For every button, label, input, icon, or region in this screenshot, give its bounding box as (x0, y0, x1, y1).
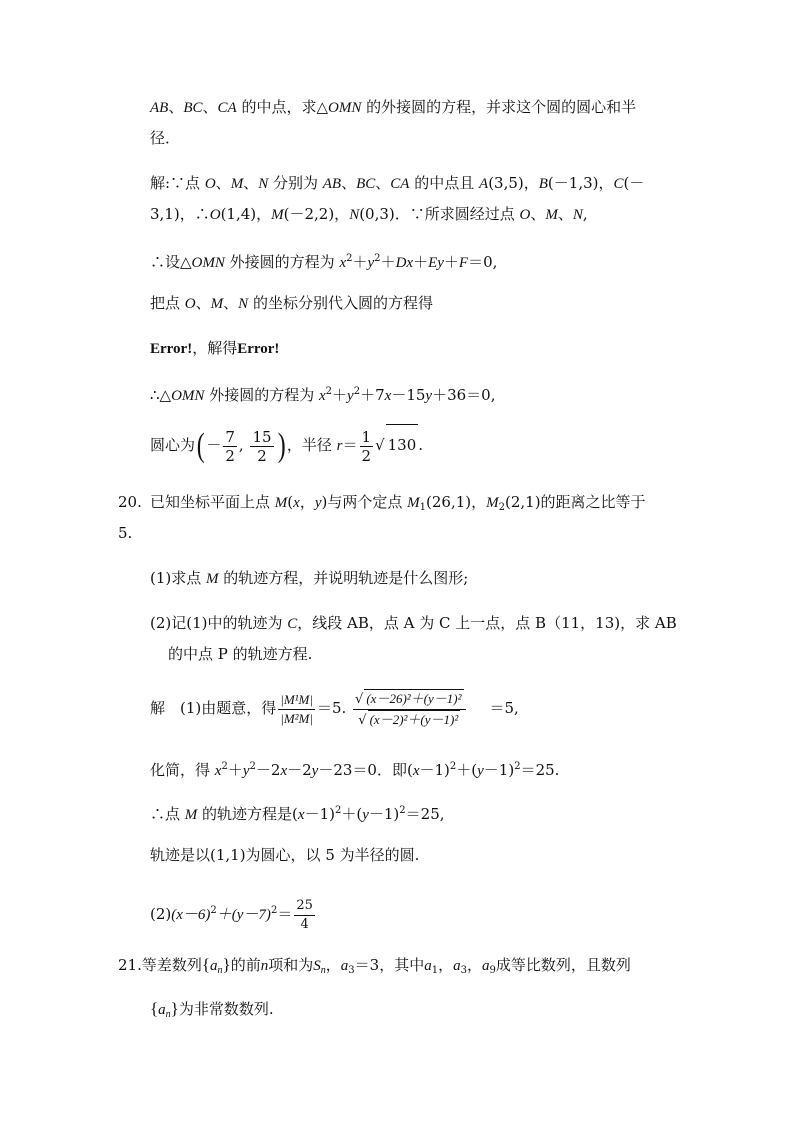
var: N (572, 207, 583, 223)
text: 为非常数数列. (178, 1000, 274, 1018)
text: 外接圆的方程为 (204, 386, 319, 404)
text: 的中点，求△ (236, 98, 329, 116)
left-paren: ( (196, 427, 205, 464)
text: －1) (483, 761, 515, 779)
var: y (311, 763, 319, 779)
denominator: |M²M| (280, 710, 313, 726)
text: 、 (215, 174, 231, 192)
exp: 2 (353, 386, 361, 397)
text: ，其中 (379, 956, 425, 974)
text: 的坐标分别代入圆的方程得 (248, 294, 433, 312)
op: ＋ (380, 253, 396, 271)
problem-number: 21. (118, 956, 142, 974)
var: B (538, 176, 548, 192)
var: O (209, 207, 221, 223)
var: C (613, 176, 624, 192)
var: x (297, 807, 305, 823)
var: a (453, 958, 461, 974)
text: 的中点且 (409, 174, 480, 192)
text: 外接圆的方程为 (224, 253, 340, 271)
text: ∴△ (150, 386, 172, 404)
text: ＝5, (489, 699, 519, 717)
text: 、 (223, 294, 239, 312)
dun: 、 (168, 98, 184, 116)
p20-answer2 (150, 757, 559, 781)
radicand: 130 (386, 424, 419, 465)
exp: 2 (374, 253, 381, 264)
text: (3,5)， (488, 174, 539, 192)
var: OMN (171, 388, 205, 404)
text: ＝25, (405, 805, 445, 823)
text: －15 (391, 386, 426, 404)
text: 的前 (230, 956, 261, 974)
subscript: 9 (489, 965, 496, 976)
exp: 2 (210, 905, 217, 916)
subscript: n (165, 1009, 171, 1020)
text: 、 (341, 174, 357, 192)
op: ＋ (352, 253, 368, 271)
p20-answer3 (150, 801, 445, 825)
var: a (424, 958, 432, 974)
text: ＋( (456, 761, 478, 779)
text: (2,1)的距离之比等于 (504, 493, 646, 511)
exp: 2 (399, 805, 406, 816)
comma: , (238, 436, 244, 454)
text: 的轨迹方程是( (197, 805, 298, 823)
exp: 2 (249, 761, 256, 772)
p21-line1 (118, 955, 631, 981)
text: ( (287, 493, 294, 511)
var: M (545, 207, 558, 223)
p19-error-line (150, 338, 279, 359)
text: 项和为 (268, 956, 314, 974)
text: ∴点 (150, 805, 185, 823)
tri-OMN: OMN (328, 100, 362, 116)
text: －2 (287, 761, 312, 779)
text: ＝3 (354, 956, 380, 974)
p20-question-line1 (150, 492, 646, 518)
text: －23＝0．即( (318, 761, 413, 779)
var: AB (322, 176, 342, 192)
p20-question-line2 (118, 523, 132, 543)
var: n (260, 958, 269, 974)
subscript: 3 (348, 965, 355, 976)
text: 解:∵点 (150, 174, 205, 192)
text: (26,1)， (426, 493, 487, 511)
text: 、 (530, 205, 546, 223)
var: a (210, 958, 218, 974)
var: N (349, 207, 360, 223)
text: ＝0, (468, 253, 498, 271)
text: ， (466, 956, 482, 974)
text: 把点 (150, 294, 185, 312)
text: (2) (150, 905, 172, 923)
var: M (184, 807, 198, 823)
error-text: Error! (150, 341, 193, 357)
exp: 2 (346, 253, 353, 264)
text: . (418, 436, 424, 454)
text: (－2,2)， (283, 205, 350, 223)
exp: 2 (334, 805, 342, 816)
problem-number: 20. (118, 493, 142, 511)
op: ＝ (277, 905, 293, 923)
text: ∴设△ (150, 253, 192, 271)
op: ＋ (443, 253, 459, 271)
seg-BC: BC (183, 100, 203, 116)
exp: 2 (270, 905, 278, 916)
text: 成等比数列，且数列 (495, 956, 631, 974)
var: O (204, 176, 216, 192)
brace: { (150, 999, 159, 1018)
seg-CA: CA (217, 100, 237, 116)
sqrt-icon: √ (375, 436, 385, 454)
text: ＋36＝0, (432, 386, 496, 404)
var: r (336, 438, 343, 454)
denominator: 2 (361, 446, 372, 465)
text: －2 (255, 761, 281, 779)
text: 轨迹是以(1,1)为圆心，以 5 为半径的圆. (150, 846, 420, 864)
exp: 2 (449, 761, 457, 772)
var: x (214, 763, 222, 779)
text: 、 (375, 174, 391, 192)
exp: 2 (221, 761, 228, 772)
text: 的轨迹方程，并说明轨迹是什么图形; (218, 569, 469, 587)
var: CA (390, 176, 410, 192)
text: ，半径 (286, 436, 337, 454)
var: y (425, 388, 433, 404)
p19-solution-line6 (150, 382, 495, 406)
seg-AB: AB (150, 100, 169, 116)
text: (－1,3)， (547, 174, 614, 192)
var: y (477, 763, 484, 779)
var: S (313, 958, 321, 974)
text: 解 (1)由题意，得 (150, 699, 277, 717)
numerator: 15 (252, 427, 272, 446)
fraction (250, 428, 273, 465)
text: 的外接圆的方程，并求这个圆的圆心和半 (361, 98, 637, 116)
op: ＋ (227, 761, 243, 779)
fraction (278, 691, 315, 728)
fraction (223, 428, 237, 465)
text: (1)求点 (150, 569, 207, 587)
subscript: 2 (498, 502, 505, 513)
var: y (242, 763, 250, 779)
text: 分别为 (268, 174, 323, 192)
fraction (294, 897, 315, 934)
var: x (384, 388, 392, 404)
text: 、 (557, 205, 573, 223)
radicand: (x－26)²＋(y－1)² (366, 690, 462, 706)
p19-center-radius (150, 424, 423, 466)
var: x (339, 255, 347, 271)
var: y (362, 807, 369, 823)
var: x (293, 495, 300, 511)
text: 5. (118, 524, 133, 542)
brace: } (222, 955, 231, 974)
sqrt-fraction (353, 689, 465, 730)
text: 化简，得 (150, 761, 215, 779)
numerator (353, 689, 465, 710)
var: a (158, 1002, 166, 1018)
text: 、 (195, 294, 211, 312)
var: x (412, 763, 420, 779)
p20-answer1 (150, 688, 519, 730)
expr: ＋(y－7) (216, 907, 271, 923)
p20-answer5 (150, 891, 317, 935)
var: a (481, 958, 490, 974)
neg-sign: － (206, 436, 222, 454)
sqrt-icon: √ (358, 712, 367, 728)
denominator (353, 710, 465, 730)
text: ，解得 (192, 339, 238, 357)
var: M (271, 207, 284, 223)
text: (1,4)， (220, 205, 272, 223)
text: －1) (304, 805, 335, 823)
error-text: Error! (237, 341, 280, 357)
exp: 2 (325, 386, 333, 397)
text: －1) (419, 761, 450, 779)
var: C (287, 616, 298, 632)
text: 、 (243, 174, 259, 192)
var: y (347, 388, 354, 404)
p20-sub1 (150, 568, 468, 589)
p19-solution-line1 (150, 173, 644, 194)
var: BC (356, 176, 376, 192)
var: N (238, 296, 249, 312)
radicand: (x－2)²＋(y－1)² (369, 711, 459, 727)
var: M (407, 495, 420, 511)
op: ＋ (413, 253, 429, 271)
text: 圆心为 (150, 436, 196, 454)
numerator: 7 (225, 427, 235, 446)
dun: 、 (202, 98, 218, 116)
subscript: n (320, 965, 326, 976)
var: O (184, 296, 196, 312)
text: ， (299, 493, 315, 511)
text: ， (438, 956, 454, 974)
numerator: 25 (294, 897, 315, 916)
p19-solution-line4 (150, 293, 433, 314)
text: 径． (150, 129, 181, 147)
exp: 2 (514, 761, 521, 772)
brace: } (170, 999, 179, 1018)
denominator: 4 (300, 916, 309, 932)
text: 3,1)，∴ (150, 205, 210, 223)
text: ＋( (341, 805, 363, 823)
var: N (258, 176, 269, 192)
numerator: 1 (361, 427, 372, 446)
denominator: 2 (257, 446, 267, 465)
var: Dx (395, 255, 414, 271)
text: ＋7 (360, 386, 385, 404)
p20-sub2 (150, 613, 677, 634)
p19-solution-line3 (150, 249, 497, 273)
var: A (479, 176, 489, 192)
text: )与两个定点 (321, 493, 408, 511)
p19-line1 (150, 97, 636, 118)
p19-solution-line2: 3,1)，∴O(1,4)，M(－2,2)，N(0,3)．∵所求圆经过点 O、M、N, (150, 205, 588, 223)
var: y (367, 255, 375, 271)
op: ＋ (332, 386, 348, 404)
var: M (230, 176, 244, 192)
text: ， (325, 956, 341, 974)
right-paren: ) (277, 427, 286, 464)
denominator: 2 (225, 446, 235, 465)
subscript: 3 (460, 965, 467, 976)
var: M (486, 495, 499, 511)
text: (－ (623, 174, 645, 192)
expr: (x－6) (171, 907, 211, 923)
var: M (274, 495, 288, 511)
var: O (519, 207, 531, 223)
sqrt-icon: √ (355, 691, 364, 707)
p20-sub2-line2 (168, 644, 312, 664)
fraction (360, 428, 374, 465)
text: －1) (368, 805, 400, 823)
text: ＝5. (316, 699, 347, 717)
p21-line2 (150, 999, 274, 1025)
var: Ey (428, 255, 444, 271)
var: x (280, 763, 288, 779)
text: (0,3)．∵所求圆经过点 (359, 205, 520, 223)
text: (2)记(1)中的轨迹为 (150, 614, 288, 632)
op: ＝ (342, 436, 358, 454)
var: M (210, 296, 224, 312)
text: 已知坐标平面上点 (150, 493, 275, 511)
var: a (340, 958, 349, 974)
var: y (314, 495, 322, 511)
p19-line2 (150, 128, 180, 148)
p20-number (118, 492, 142, 512)
numerator: |M¹M| (278, 691, 315, 710)
var: F (458, 255, 469, 271)
subscript: 1 (431, 965, 439, 976)
text: 等差数列 (141, 956, 202, 974)
brace: { (201, 955, 211, 974)
text: ，线段 AB，点 A 为 C 上一点，点 B（11，13)，求 AB (297, 614, 677, 632)
subscript: 1 (419, 502, 426, 513)
var: M (206, 571, 219, 587)
subscript: n (217, 965, 223, 976)
var: x (318, 388, 326, 404)
p20-answer4 (150, 845, 419, 865)
text: 的中点 P 的轨迹方程. (168, 645, 313, 663)
var: OMN (191, 255, 225, 271)
text: ＝25. (520, 761, 560, 779)
